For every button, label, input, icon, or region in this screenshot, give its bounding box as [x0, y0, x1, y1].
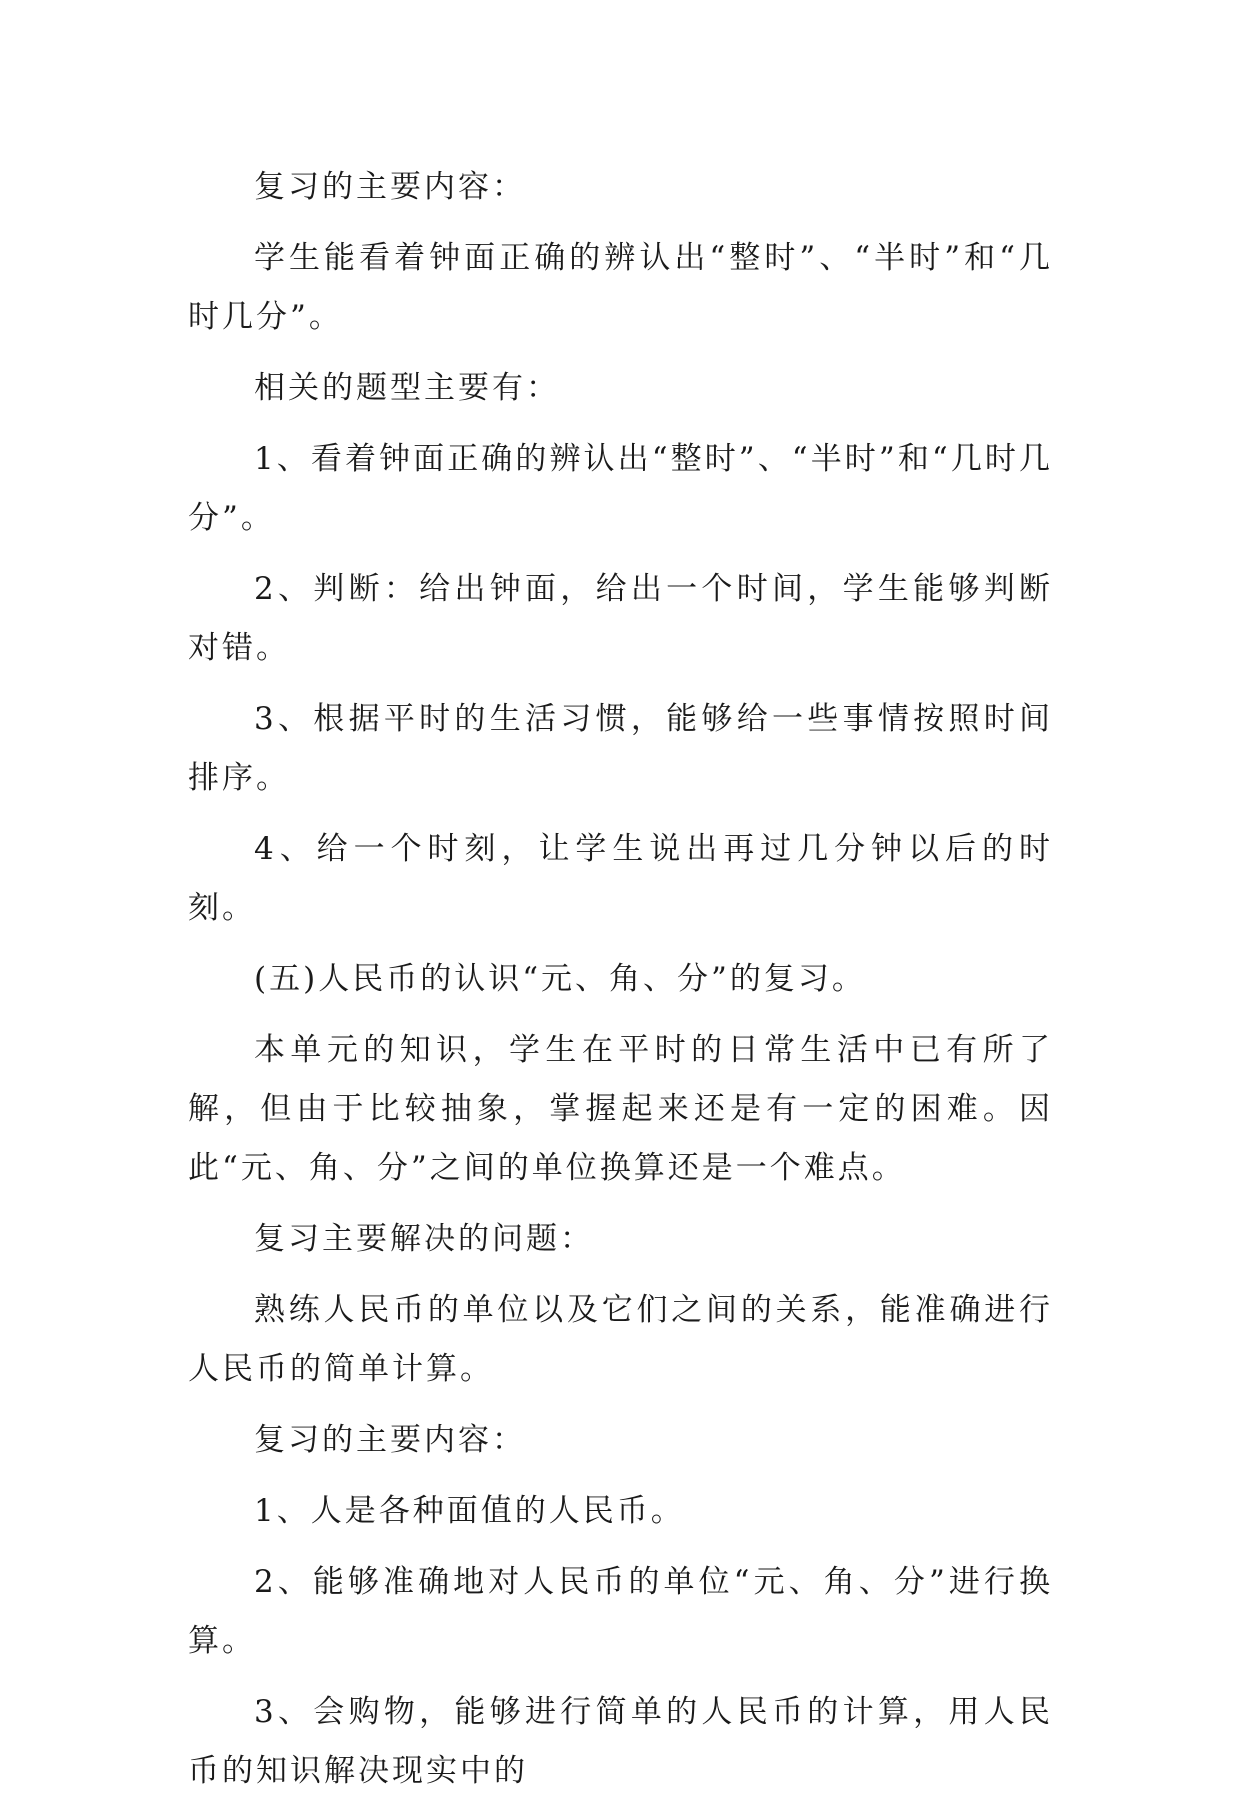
- paragraph-item-3: 3、根据平时的生活习惯，能够给一些事情按照时间排序。: [188, 701, 1053, 796]
- paragraph-money-item-2: 2、能够准确地对人民币的单位“元、角、分”进行换算。: [188, 1564, 1053, 1659]
- paragraph-item-1: 1、看着钟面正确的辨认出“整时”、“半时”和“几时几分”。: [188, 441, 1053, 536]
- paragraph-section-5-heading: (五)人民币的认识“元、角、分”的复习。: [254, 961, 866, 997]
- paragraph-money-item-3: 3、会购物，能够进行简单的人民币的计算，用人民币的知识解决现实中的: [188, 1694, 1053, 1789]
- paragraph-clock-recognition: 学生能看着钟面正确的辨认出“整时”、“半时”和“几时几分”。: [188, 240, 1053, 335]
- paragraph-unit-intro: 本单元的知识，学生在平时的日常生活中已有所了解，但由于比较抽象，掌握起来还是有一定的困难。因此“元、角、分”之间的单位换算还是一个难点。: [188, 1032, 1053, 1186]
- paragraph-problems-heading: 复习主要解决的问题：: [254, 1221, 594, 1257]
- paragraph-review-content-heading-2: 复习的主要内容：: [254, 1422, 526, 1458]
- document-page: [188, 158, 1053, 1813]
- paragraph-item-4: 4、给一个时刻，让学生说出再过几分钟以后的时刻。: [188, 831, 1053, 926]
- paragraph-problems-body: 熟练人民币的单位以及它们之间的关系，能准确进行人民币的简单计算。: [188, 1292, 1053, 1387]
- paragraph-item-2: 2、判断：给出钟面，给出一个时间，学生能够判断对错。: [188, 571, 1053, 666]
- paragraph-question-types-heading: 相关的题型主要有：: [254, 370, 560, 406]
- paragraph-review-content-heading: 复习的主要内容：: [254, 169, 526, 205]
- paragraph-money-item-1: 1、人是各种面值的人民币。: [254, 1493, 685, 1529]
